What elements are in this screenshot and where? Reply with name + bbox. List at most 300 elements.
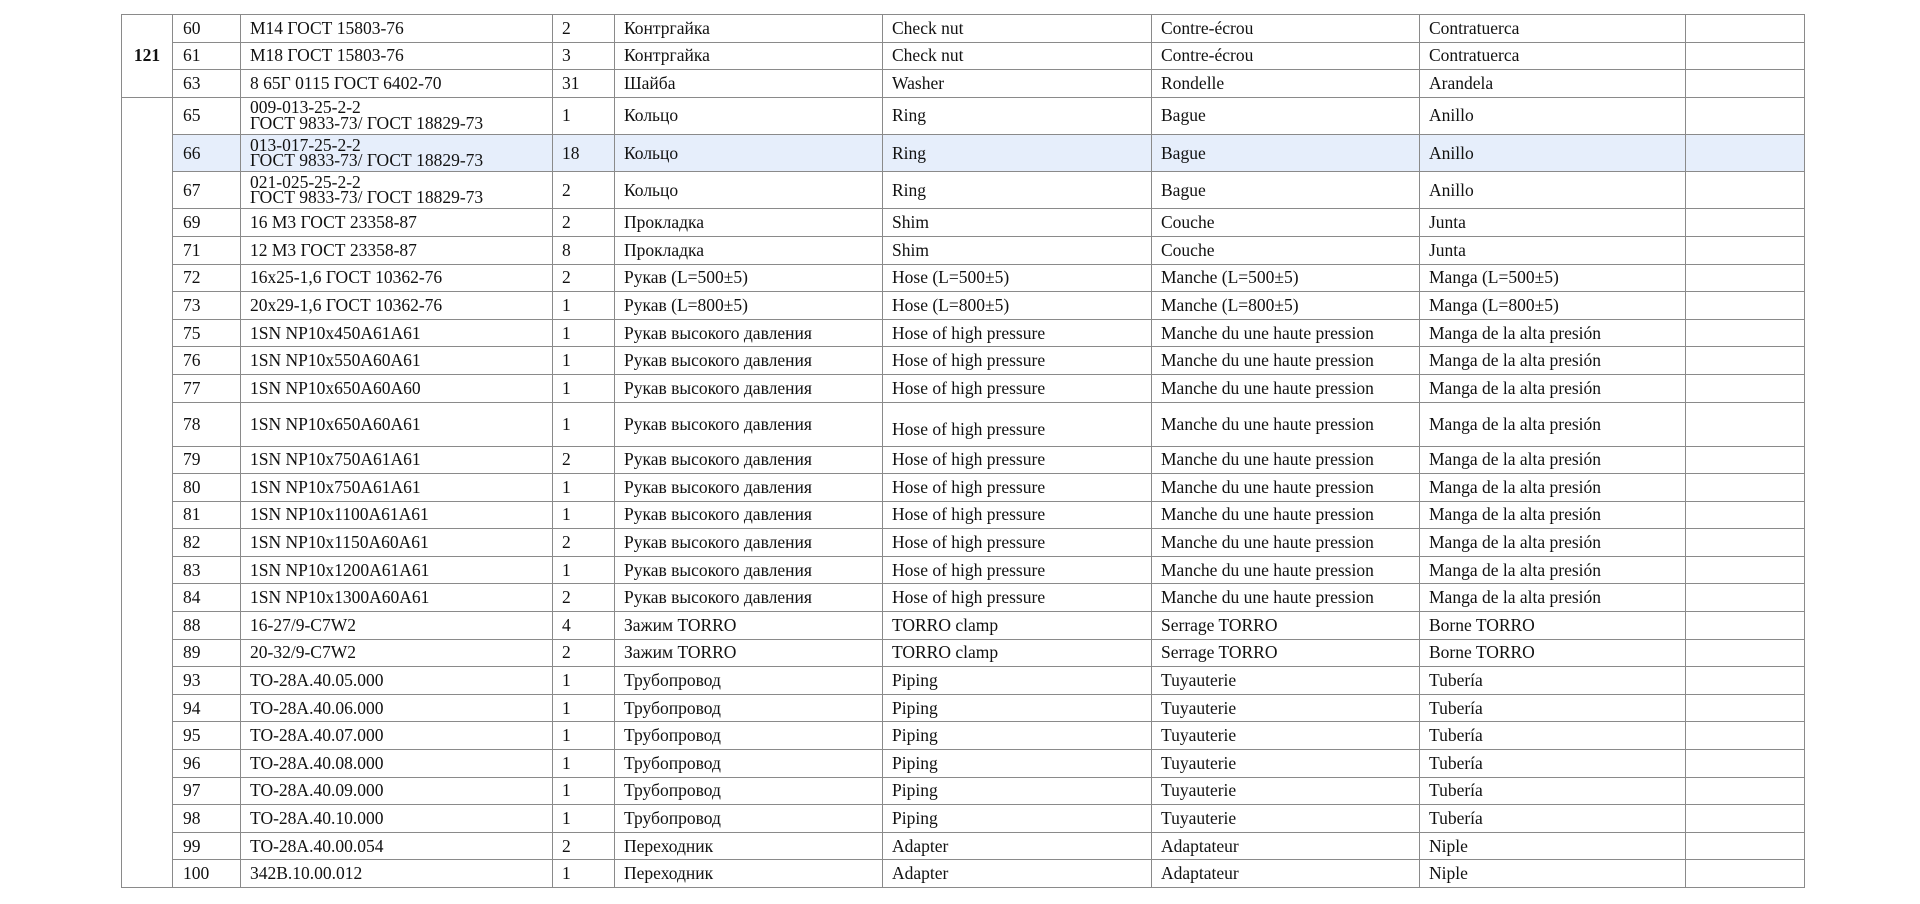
position-cell: 100 — [173, 860, 241, 888]
name-fr-cell: Tuyauterie — [1152, 694, 1420, 722]
name-es-cell: Manga de la alta presión — [1420, 446, 1686, 474]
name-ru-cell: Рукав высокого давления — [615, 319, 883, 347]
name-es-cell: Tubería — [1420, 777, 1686, 805]
quantity-cell: 1 — [553, 97, 615, 134]
designation-line: ТО-28А.40.05.000 — [250, 670, 384, 691]
name-ru-cell: Рукав высокого давления — [615, 501, 883, 529]
blank-cell — [1686, 805, 1805, 833]
designation-cell — [241, 694, 553, 722]
name-en-cell: Washer — [883, 70, 1152, 98]
quantity-cell: 1 — [553, 805, 615, 833]
quantity-cell: 2 — [553, 446, 615, 474]
table-row — [122, 777, 1805, 805]
quantity-cell: 1 — [553, 474, 615, 502]
blank-cell — [1686, 446, 1805, 474]
name-en-cell: Hose of high pressure — [883, 529, 1152, 557]
name-ru-cell: Шайба — [615, 70, 883, 98]
name-en-cell: Hose (L=800±5) — [883, 292, 1152, 320]
designation-cell — [241, 42, 553, 70]
blank-cell — [1686, 70, 1805, 98]
quantity-cell: 2 — [553, 832, 615, 860]
position-cell: 88 — [173, 612, 241, 640]
name-es-cell: Junta — [1420, 209, 1686, 237]
name-fr-cell: Manche (L=800±5) — [1152, 292, 1420, 320]
position-cell: 63 — [173, 70, 241, 98]
designation-line: ТО-28А.40.00.054 — [250, 835, 384, 856]
table-row — [122, 209, 1805, 237]
table-row — [122, 172, 1805, 209]
blank-cell — [1686, 209, 1805, 237]
designation-cell — [241, 750, 553, 778]
name-es-cell: Niple — [1420, 832, 1686, 860]
designation-cell — [241, 474, 553, 502]
parts-table — [121, 14, 1805, 888]
quantity-cell: 1 — [553, 292, 615, 320]
designation-line: ГОСТ 9833-73/ ГОСТ 18829-73 — [250, 112, 484, 133]
position-cell: 72 — [173, 264, 241, 292]
name-fr-cell: Rondelle — [1152, 70, 1420, 98]
table-row — [122, 556, 1805, 584]
name-fr-cell: Adaptateur — [1152, 860, 1420, 888]
name-es-cell: Manga de la alta presión — [1420, 556, 1686, 584]
group-empty-cell — [122, 97, 173, 887]
position-cell: 95 — [173, 722, 241, 750]
quantity-cell: 2 — [553, 529, 615, 557]
blank-cell — [1686, 612, 1805, 640]
name-es-cell: Borne TORRO — [1420, 612, 1686, 640]
position-cell: 97 — [173, 777, 241, 805]
designation-cell — [241, 529, 553, 557]
designation-cell — [241, 556, 553, 584]
table-row — [122, 97, 1805, 134]
parts-table-body — [122, 15, 1805, 888]
name-en-cell: Ring — [883, 172, 1152, 209]
name-fr-cell: Adaptateur — [1152, 832, 1420, 860]
table-row — [122, 42, 1805, 70]
designation-line: 1SN NP10x1100A61A61 — [250, 504, 429, 525]
group-number-cell: 121 — [122, 15, 173, 98]
name-en-cell: Piping — [883, 667, 1152, 695]
quantity-cell: 1 — [553, 860, 615, 888]
quantity-cell: 1 — [553, 319, 615, 347]
quantity-cell: 1 — [553, 667, 615, 695]
name-en-cell: TORRO clamp — [883, 612, 1152, 640]
name-es-cell: Niple — [1420, 860, 1686, 888]
name-es-cell: Anillo — [1420, 97, 1686, 134]
quantity-cell: 1 — [553, 402, 615, 446]
blank-cell — [1686, 474, 1805, 502]
quantity-cell: 1 — [553, 694, 615, 722]
name-ru-cell: Рукав высокого давления — [615, 374, 883, 402]
position-cell: 84 — [173, 584, 241, 612]
blank-cell — [1686, 832, 1805, 860]
name-fr-cell: Manche du une haute pression — [1152, 584, 1420, 612]
quantity-cell: 1 — [553, 556, 615, 584]
designation-cell — [241, 209, 553, 237]
name-ru-cell: Контргайка — [615, 42, 883, 70]
blank-cell — [1686, 501, 1805, 529]
name-es-cell: Tubería — [1420, 694, 1686, 722]
name-es-cell: Arandela — [1420, 70, 1686, 98]
table-row — [122, 402, 1805, 446]
designation-line: М18 ГОСТ 15803-76 — [250, 45, 404, 66]
name-en-cell: Ring — [883, 97, 1152, 134]
designation-line: 1SN NP10x650A60A60 — [250, 377, 421, 398]
table-row — [122, 529, 1805, 557]
designation-cell — [241, 15, 553, 43]
position-cell: 83 — [173, 556, 241, 584]
designation-line: 20-32/9-C7W2 — [250, 642, 356, 663]
designation-cell — [241, 446, 553, 474]
designation-cell — [241, 97, 553, 134]
name-fr-cell: Tuyauterie — [1152, 722, 1420, 750]
name-ru-cell: Рукав высокого давления — [615, 529, 883, 557]
designation-line: 1SN NP10x550A60A61 — [250, 350, 421, 371]
table-row — [122, 860, 1805, 888]
designation-cell — [241, 319, 553, 347]
position-cell: 61 — [173, 42, 241, 70]
blank-cell — [1686, 584, 1805, 612]
designation-line: 1SN NP10x450A61A61 — [250, 322, 421, 343]
designation-line: 1SN NP10x750A61A61 — [250, 476, 421, 497]
position-cell: 73 — [173, 292, 241, 320]
position-cell: 79 — [173, 446, 241, 474]
name-fr-cell: Manche du une haute pression — [1152, 556, 1420, 584]
quantity-cell: 8 — [553, 236, 615, 264]
name-fr-cell: Tuyauterie — [1152, 805, 1420, 833]
quantity-cell: 4 — [553, 612, 615, 640]
name-en-cell: Hose of high pressure — [883, 584, 1152, 612]
table-row — [122, 236, 1805, 264]
name-es-cell: Manga de la alta presión — [1420, 529, 1686, 557]
name-ru-cell: Трубопровод — [615, 667, 883, 695]
name-ru-cell: Зажим TORRO — [615, 639, 883, 667]
blank-cell — [1686, 15, 1805, 43]
name-en-cell: TORRO clamp — [883, 639, 1152, 667]
name-fr-cell: Manche du une haute pression — [1152, 446, 1420, 474]
blank-cell — [1686, 134, 1805, 171]
blank-cell — [1686, 556, 1805, 584]
position-cell: 82 — [173, 529, 241, 557]
position-cell: 78 — [173, 402, 241, 446]
position-cell: 77 — [173, 374, 241, 402]
designation-line: 16-27/9-C7W2 — [250, 614, 356, 635]
name-es-cell: Anillo — [1420, 172, 1686, 209]
table-row — [122, 612, 1805, 640]
name-fr-cell: Manche du une haute pression — [1152, 529, 1420, 557]
designation-line: 013-017-25-2-2 — [250, 134, 361, 155]
name-fr-cell: Manche du une haute pression — [1152, 474, 1420, 502]
name-es-cell: Junta — [1420, 236, 1686, 264]
name-ru-cell: Зажим TORRO — [615, 612, 883, 640]
name-fr-cell: Manche du une haute pression — [1152, 402, 1420, 446]
designation-line: 1SN NP10x650A60A61 — [250, 413, 421, 434]
designation-cell — [241, 667, 553, 695]
quantity-cell: 3 — [553, 42, 615, 70]
designation-line: 16x25-1,6 ГОСТ 10362-76 — [250, 267, 443, 288]
quantity-cell: 2 — [553, 15, 615, 43]
designation-line: ТО-28А.40.08.000 — [250, 752, 384, 773]
blank-cell — [1686, 172, 1805, 209]
name-es-cell: Manga de la alta presión — [1420, 347, 1686, 375]
name-ru-cell: Кольцо — [615, 97, 883, 134]
designation-line: 1SN NP10x1300A60A61 — [250, 587, 430, 608]
designation-cell — [241, 292, 553, 320]
blank-cell — [1686, 402, 1805, 446]
name-en-cell: Check nut — [883, 15, 1152, 43]
quantity-cell: 1 — [553, 722, 615, 750]
position-cell: 60 — [173, 15, 241, 43]
blank-cell — [1686, 42, 1805, 70]
designation-cell — [241, 612, 553, 640]
table-row — [122, 292, 1805, 320]
quantity-cell: 18 — [553, 134, 615, 171]
name-en-cell: Piping — [883, 722, 1152, 750]
table-row — [122, 722, 1805, 750]
name-en-cell: Shim — [883, 236, 1152, 264]
blank-cell — [1686, 777, 1805, 805]
designation-cell — [241, 860, 553, 888]
designation-cell — [241, 374, 553, 402]
quantity-cell: 2 — [553, 172, 615, 209]
position-cell: 67 — [173, 172, 241, 209]
name-es-cell: Manga de la alta presión — [1420, 319, 1686, 347]
position-cell: 96 — [173, 750, 241, 778]
name-ru-cell: Рукав (L=800±5) — [615, 292, 883, 320]
name-en-cell: Hose of high pressure — [883, 374, 1152, 402]
name-es-cell: Contratuerca — [1420, 15, 1686, 43]
position-cell: 94 — [173, 694, 241, 722]
name-fr-cell: Couche — [1152, 236, 1420, 264]
designation-cell — [241, 639, 553, 667]
name-en-cell: Piping — [883, 694, 1152, 722]
name-fr-cell: Manche du une haute pression — [1152, 374, 1420, 402]
table-row — [122, 319, 1805, 347]
name-en-cell: Hose of high pressure — [883, 556, 1152, 584]
blank-cell — [1686, 292, 1805, 320]
table-row — [122, 805, 1805, 833]
name-fr-cell: Serrage TORRO — [1152, 639, 1420, 667]
quantity-cell: 1 — [553, 347, 615, 375]
name-es-cell: Tubería — [1420, 805, 1686, 833]
designation-cell — [241, 722, 553, 750]
name-es-cell: Manga de la alta presión — [1420, 402, 1686, 446]
name-en-cell: Hose of high pressure — [883, 446, 1152, 474]
table-row — [122, 750, 1805, 778]
position-cell: 69 — [173, 209, 241, 237]
table-row — [122, 374, 1805, 402]
table-row — [122, 832, 1805, 860]
table-row — [122, 639, 1805, 667]
name-fr-cell: Serrage TORRO — [1152, 612, 1420, 640]
table-row — [122, 347, 1805, 375]
name-es-cell: Manga (L=800±5) — [1420, 292, 1686, 320]
name-es-cell: Anillo — [1420, 134, 1686, 171]
name-en-cell: Hose of high pressure — [883, 501, 1152, 529]
blank-cell — [1686, 639, 1805, 667]
designation-cell — [241, 264, 553, 292]
quantity-cell: 1 — [553, 750, 615, 778]
name-ru-cell: Контргайка — [615, 15, 883, 43]
name-en-cell: Piping — [883, 750, 1152, 778]
name-ru-cell: Трубопровод — [615, 694, 883, 722]
table-row — [122, 446, 1805, 474]
quantity-cell: 2 — [553, 584, 615, 612]
designation-cell — [241, 134, 553, 171]
name-en-cell: Hose of high pressure — [883, 347, 1152, 375]
blank-cell — [1686, 97, 1805, 134]
blank-cell — [1686, 860, 1805, 888]
name-fr-cell: Tuyauterie — [1152, 777, 1420, 805]
designation-cell — [241, 832, 553, 860]
name-ru-cell: Рукав высокого давления — [615, 474, 883, 502]
designation-line: 12 М3 ГОСТ 23358-87 — [250, 239, 417, 260]
name-es-cell: Tubería — [1420, 722, 1686, 750]
position-cell: 89 — [173, 639, 241, 667]
position-cell: 98 — [173, 805, 241, 833]
name-es-cell: Tubería — [1420, 667, 1686, 695]
name-es-cell: Manga de la alta presión — [1420, 501, 1686, 529]
name-es-cell: Manga de la alta presión — [1420, 584, 1686, 612]
name-ru-cell: Прокладка — [615, 209, 883, 237]
designation-line: 1SN NP10x750A61A61 — [250, 449, 421, 470]
position-cell: 71 — [173, 236, 241, 264]
designation-line: 1SN NP10x1150A60A61 — [250, 532, 429, 553]
designation-cell — [241, 236, 553, 264]
position-cell: 66 — [173, 134, 241, 171]
designation-line: 021-025-25-2-2 — [250, 171, 361, 192]
designation-line: 16 М3 ГОСТ 23358-87 — [250, 212, 417, 233]
name-es-cell: Manga de la alta presión — [1420, 374, 1686, 402]
designation-cell — [241, 777, 553, 805]
name-en-cell: Hose of high pressure — [883, 474, 1152, 502]
designation-line: ТО-28А.40.09.000 — [250, 780, 384, 801]
designation-cell — [241, 70, 553, 98]
position-cell: 76 — [173, 347, 241, 375]
blank-cell — [1686, 529, 1805, 557]
name-ru-cell: Прокладка — [615, 236, 883, 264]
name-fr-cell: Bague — [1152, 134, 1420, 171]
designation-line: 20x29-1,6 ГОСТ 10362-76 — [250, 294, 443, 315]
quantity-cell: 2 — [553, 209, 615, 237]
designation-line: 009-013-25-2-2 — [250, 97, 361, 118]
designation-line: ГОСТ 9833-73/ ГОСТ 18829-73 — [250, 150, 484, 171]
table-row — [122, 584, 1805, 612]
name-ru-cell: Кольцо — [615, 134, 883, 171]
name-ru-cell: Кольцо — [615, 172, 883, 209]
blank-cell — [1686, 347, 1805, 375]
blank-cell — [1686, 750, 1805, 778]
blank-cell — [1686, 694, 1805, 722]
name-en-cell: Hose of high pressure — [883, 402, 1152, 446]
position-cell: 99 — [173, 832, 241, 860]
quantity-cell: 1 — [553, 501, 615, 529]
name-fr-cell: Couche — [1152, 209, 1420, 237]
position-cell: 80 — [173, 474, 241, 502]
name-ru-cell: Рукав высокого давления — [615, 347, 883, 375]
name-es-cell: Borne TORRO — [1420, 639, 1686, 667]
name-en-cell: Adapter — [883, 832, 1152, 860]
position-cell: 75 — [173, 319, 241, 347]
name-es-cell: Tubería — [1420, 750, 1686, 778]
designation-line: ТО-28А.40.07.000 — [250, 725, 384, 746]
position-cell: 93 — [173, 667, 241, 695]
designation-line: ТО-28А.40.06.000 — [250, 697, 384, 718]
table-row — [122, 694, 1805, 722]
blank-cell — [1686, 374, 1805, 402]
name-ru-cell: Рукав высокого давления — [615, 556, 883, 584]
name-ru-cell: Переходник — [615, 860, 883, 888]
name-ru-cell: Трубопровод — [615, 722, 883, 750]
designation-cell — [241, 805, 553, 833]
table-row — [122, 667, 1805, 695]
name-en-cell: Hose (L=500±5) — [883, 264, 1152, 292]
name-fr-cell: Tuyauterie — [1152, 750, 1420, 778]
name-ru-cell: Рукав высокого давления — [615, 402, 883, 446]
table-row — [122, 15, 1805, 43]
blank-cell — [1686, 264, 1805, 292]
table-row — [122, 501, 1805, 529]
name-es-cell: Contratuerca — [1420, 42, 1686, 70]
table-row — [122, 264, 1805, 292]
designation-line: 342В.10.00.012 — [250, 863, 363, 884]
quantity-cell: 1 — [553, 777, 615, 805]
name-fr-cell: Tuyauterie — [1152, 667, 1420, 695]
designation-cell — [241, 172, 553, 209]
name-fr-cell: Contre-écrou — [1152, 42, 1420, 70]
name-ru-cell: Трубопровод — [615, 777, 883, 805]
name-en-cell: Check nut — [883, 42, 1152, 70]
name-ru-cell: Рукав высокого давления — [615, 584, 883, 612]
name-en-cell: Piping — [883, 777, 1152, 805]
quantity-cell: 2 — [553, 264, 615, 292]
designation-line: ТО-28А.40.10.000 — [250, 808, 384, 829]
table-row — [122, 474, 1805, 502]
designation-line: ГОСТ 9833-73/ ГОСТ 18829-73 — [250, 187, 484, 208]
name-en-cell: Piping — [883, 805, 1152, 833]
table-row — [122, 70, 1805, 98]
quantity-cell: 31 — [553, 70, 615, 98]
name-ru-cell: Трубопровод — [615, 805, 883, 833]
name-fr-cell: Manche du une haute pression — [1152, 319, 1420, 347]
designation-cell — [241, 584, 553, 612]
designation-cell — [241, 347, 553, 375]
table-row — [122, 134, 1805, 171]
designation-line: 1SN NP10x1200A61A61 — [250, 559, 430, 580]
designation-cell — [241, 501, 553, 529]
name-es-cell: Manga (L=500±5) — [1420, 264, 1686, 292]
name-fr-cell: Manche du une haute pression — [1152, 501, 1420, 529]
name-fr-cell: Manche (L=500±5) — [1152, 264, 1420, 292]
designation-line: 8 65Г 0115 ГОСТ 6402-70 — [250, 72, 442, 93]
designation-cell — [241, 402, 553, 446]
name-ru-cell: Трубопровод — [615, 750, 883, 778]
name-fr-cell: Contre-écrou — [1152, 15, 1420, 43]
name-es-cell: Manga de la alta presión — [1420, 474, 1686, 502]
name-fr-cell: Manche du une haute pression — [1152, 347, 1420, 375]
blank-cell — [1686, 319, 1805, 347]
name-en-cell: Ring — [883, 134, 1152, 171]
designation-line: М14 ГОСТ 15803-76 — [250, 17, 404, 38]
name-ru-cell: Рукав (L=500±5) — [615, 264, 883, 292]
name-en-cell: Hose of high pressure — [883, 319, 1152, 347]
quantity-cell: 1 — [553, 374, 615, 402]
name-en-cell: Shim — [883, 209, 1152, 237]
name-en-cell: Adapter — [883, 860, 1152, 888]
name-fr-cell: Bague — [1152, 97, 1420, 134]
name-ru-cell: Переходник — [615, 832, 883, 860]
blank-cell — [1686, 722, 1805, 750]
